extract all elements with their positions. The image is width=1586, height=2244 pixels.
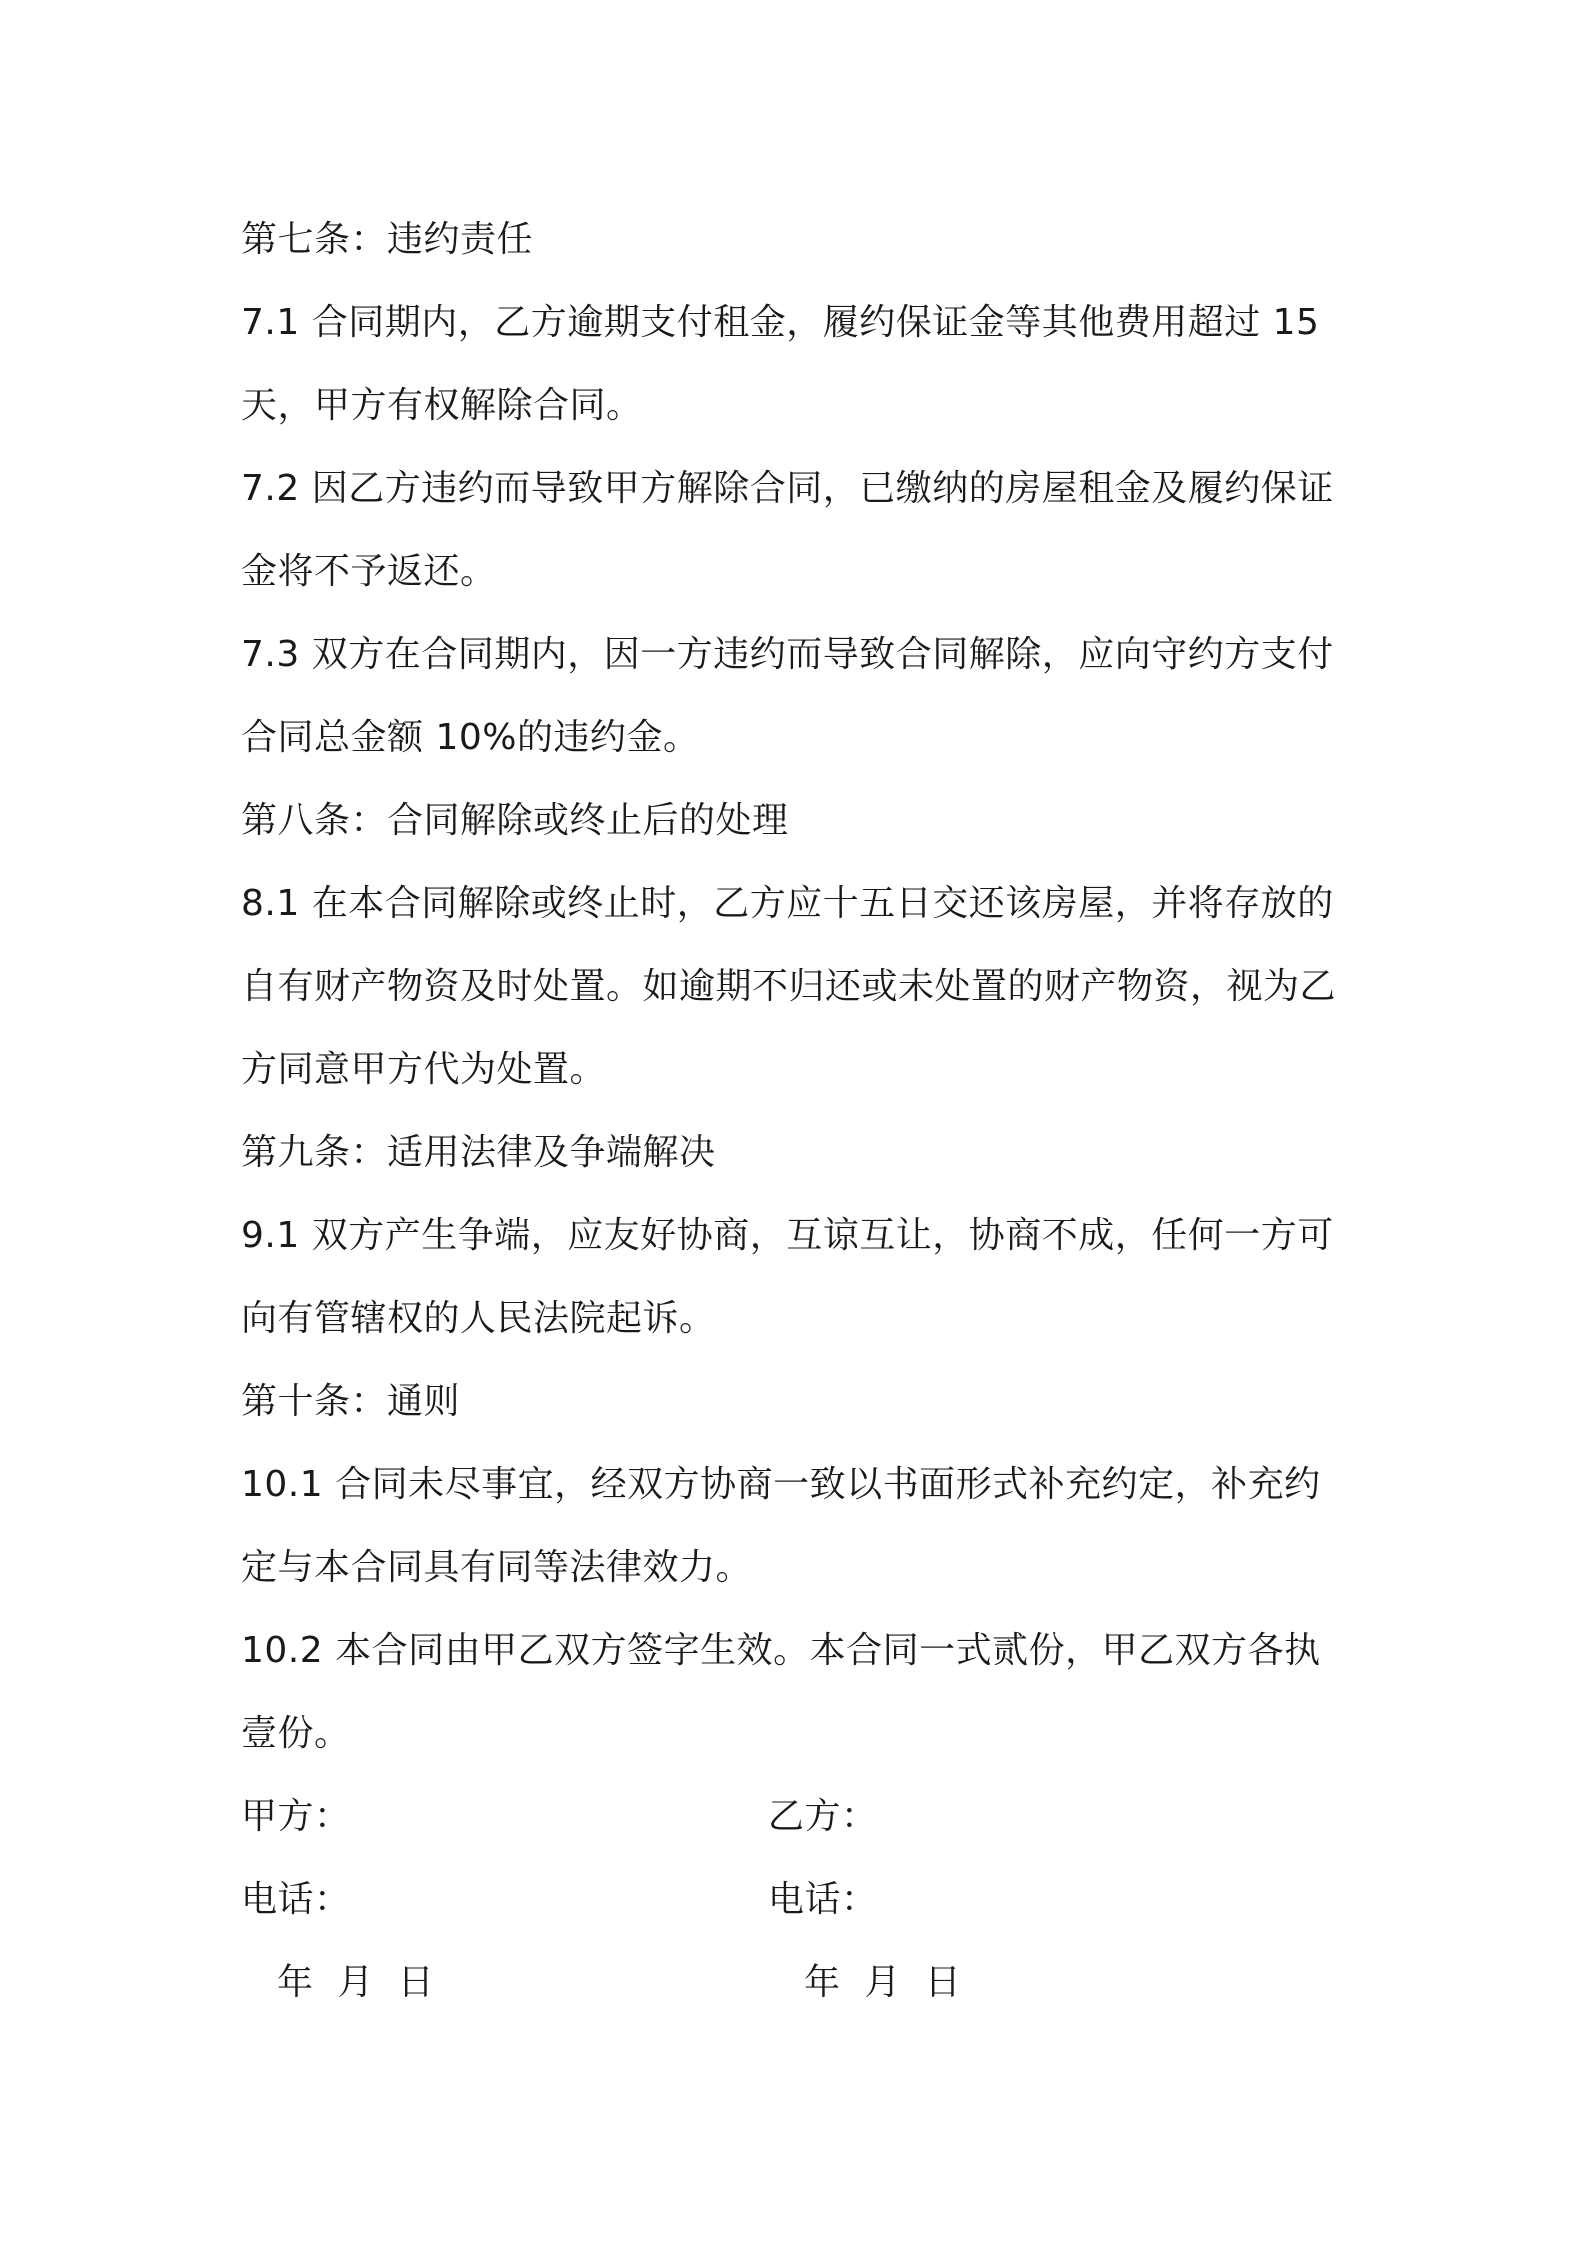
party-b-date: 年 月 日: [804, 1962, 962, 2003]
clause-7-1-line-2: 天，甲方有权解除合同。: [241, 385, 643, 426]
clause-7-2-line-2: 金将不予返还。: [241, 551, 497, 592]
clause-8-1-line-2: 自有财产物资及时处置。如逾期不归还或未处置的财产物资，视为乙: [241, 966, 1337, 1007]
signature-date-row: [241, 1941, 1361, 2024]
clause-8-1-line-3: 方同意甲方代为处置。: [241, 1049, 607, 1090]
clause-10-1-line-2: 定与本合同具有同等法律效力。: [241, 1547, 753, 1588]
clause-10-1-line-1: 10.1 合同未尽事宜，经双方协商一致以书面形式补充约定，补充约: [241, 1464, 1321, 1505]
contract-body: [241, 198, 1361, 2024]
party-b-label: 乙方：: [768, 1796, 878, 1837]
party-b-phone-label: 电话：: [768, 1879, 878, 1920]
signature-phone-row: [241, 1858, 1361, 1941]
signature-party-row: [241, 1775, 1361, 1858]
party-a-phone-label: 电话：: [241, 1879, 351, 1920]
clause-7-3-line-1: 7.3 双方在合同期内，因一方违约而导致合同解除，应向守约方支付: [241, 634, 1334, 675]
clause-10-2-line-2: 壹份。: [241, 1713, 351, 1754]
clause-9-1-line-1: 9.1 双方产生争端，应友好协商，互谅互让，协商不成，任何一方可: [241, 1215, 1334, 1256]
article-7-heading: 第七条：违约责任: [241, 219, 534, 260]
clause-7-2-line-1: 7.2 因乙方违约而导致甲方解除合同，已缴纳的房屋租金及履约保证: [241, 468, 1334, 509]
party-a-date: 年 月 日: [277, 1962, 435, 2003]
clause-9-1-line-2: 向有管辖权的人民法院起诉。: [241, 1298, 716, 1339]
article-9-heading: 第九条：适用法律及争端解决: [241, 1132, 716, 1173]
clause-7-3-line-2: 合同总金额 10%的违约金。: [241, 717, 700, 758]
clause-10-2-line-1: 10.2 本合同由甲乙双方签字生效。本合同一式贰份，甲乙双方各执: [241, 1630, 1321, 1671]
article-8-heading: 第八条：合同解除或终止后的处理: [241, 800, 789, 841]
article-10-heading: 第十条：通则: [241, 1381, 461, 1422]
clause-8-1-line-1: 8.1 在本合同解除或终止时，乙方应十五日交还该房屋，并将存放的: [241, 883, 1334, 924]
party-a-label: 甲方：: [241, 1796, 351, 1837]
clause-7-1-line-1: 7.1 合同期内，乙方逾期支付租金，履约保证金等其他费用超过 15: [241, 302, 1320, 343]
